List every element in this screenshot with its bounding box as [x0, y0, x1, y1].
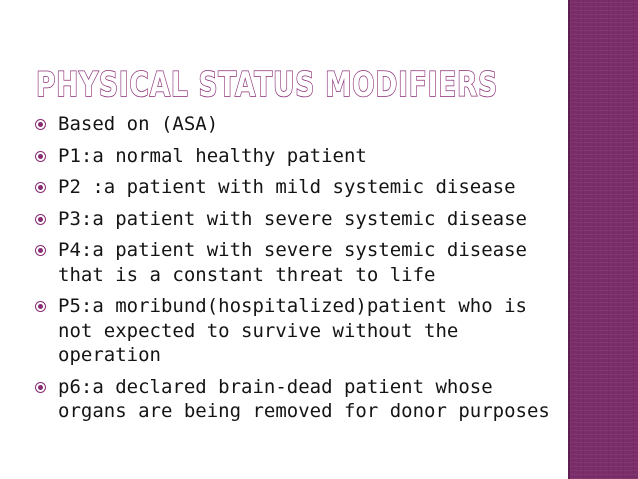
bullet-item-p2: [30, 175, 550, 200]
target-bullet-icon: [35, 301, 46, 312]
bullet-text: P1:a normal healthy patient: [58, 144, 367, 167]
bullet-text: p6:a declared brain-dead patient whose organs are being removed for donor purposes: [58, 375, 550, 422]
target-bullet-icon: [35, 214, 46, 225]
bullet-item-asa: [30, 112, 550, 137]
bullet-item-p5: [30, 294, 550, 368]
bullet-item-p6: [30, 375, 550, 424]
target-bullet-icon: [35, 245, 46, 256]
bullet-item-p1: [30, 144, 550, 169]
bullet-item-p4: [30, 238, 550, 287]
bullet-text: P4:a patient with severe systemic disease that is a constant threat to life: [58, 239, 527, 286]
bullet-text: P5:a moribund(hospitalized)patient who is not expected to survive without the operation: [58, 295, 527, 366]
bullet-text: P3:a patient with severe systemic disease: [58, 207, 527, 230]
slide-title-text: PHYSICAL STATUS MODIFIERS: [36, 65, 498, 105]
bullet-item-p3: [30, 207, 550, 232]
decorative-side-band: [568, 0, 638, 479]
target-bullet-icon: [35, 151, 46, 162]
bullet-list: [30, 112, 550, 424]
target-bullet-icon: [35, 119, 46, 130]
slide-title: [34, 58, 554, 108]
side-band-edge: [568, 0, 570, 479]
bullet-text: Based on (ASA): [58, 113, 219, 135]
slide-title-svg: [34, 58, 554, 108]
target-bullet-icon: [35, 182, 46, 193]
bullet-text: P2 :a patient with mild systemic disease: [58, 176, 516, 198]
target-bullet-icon: [35, 382, 46, 393]
